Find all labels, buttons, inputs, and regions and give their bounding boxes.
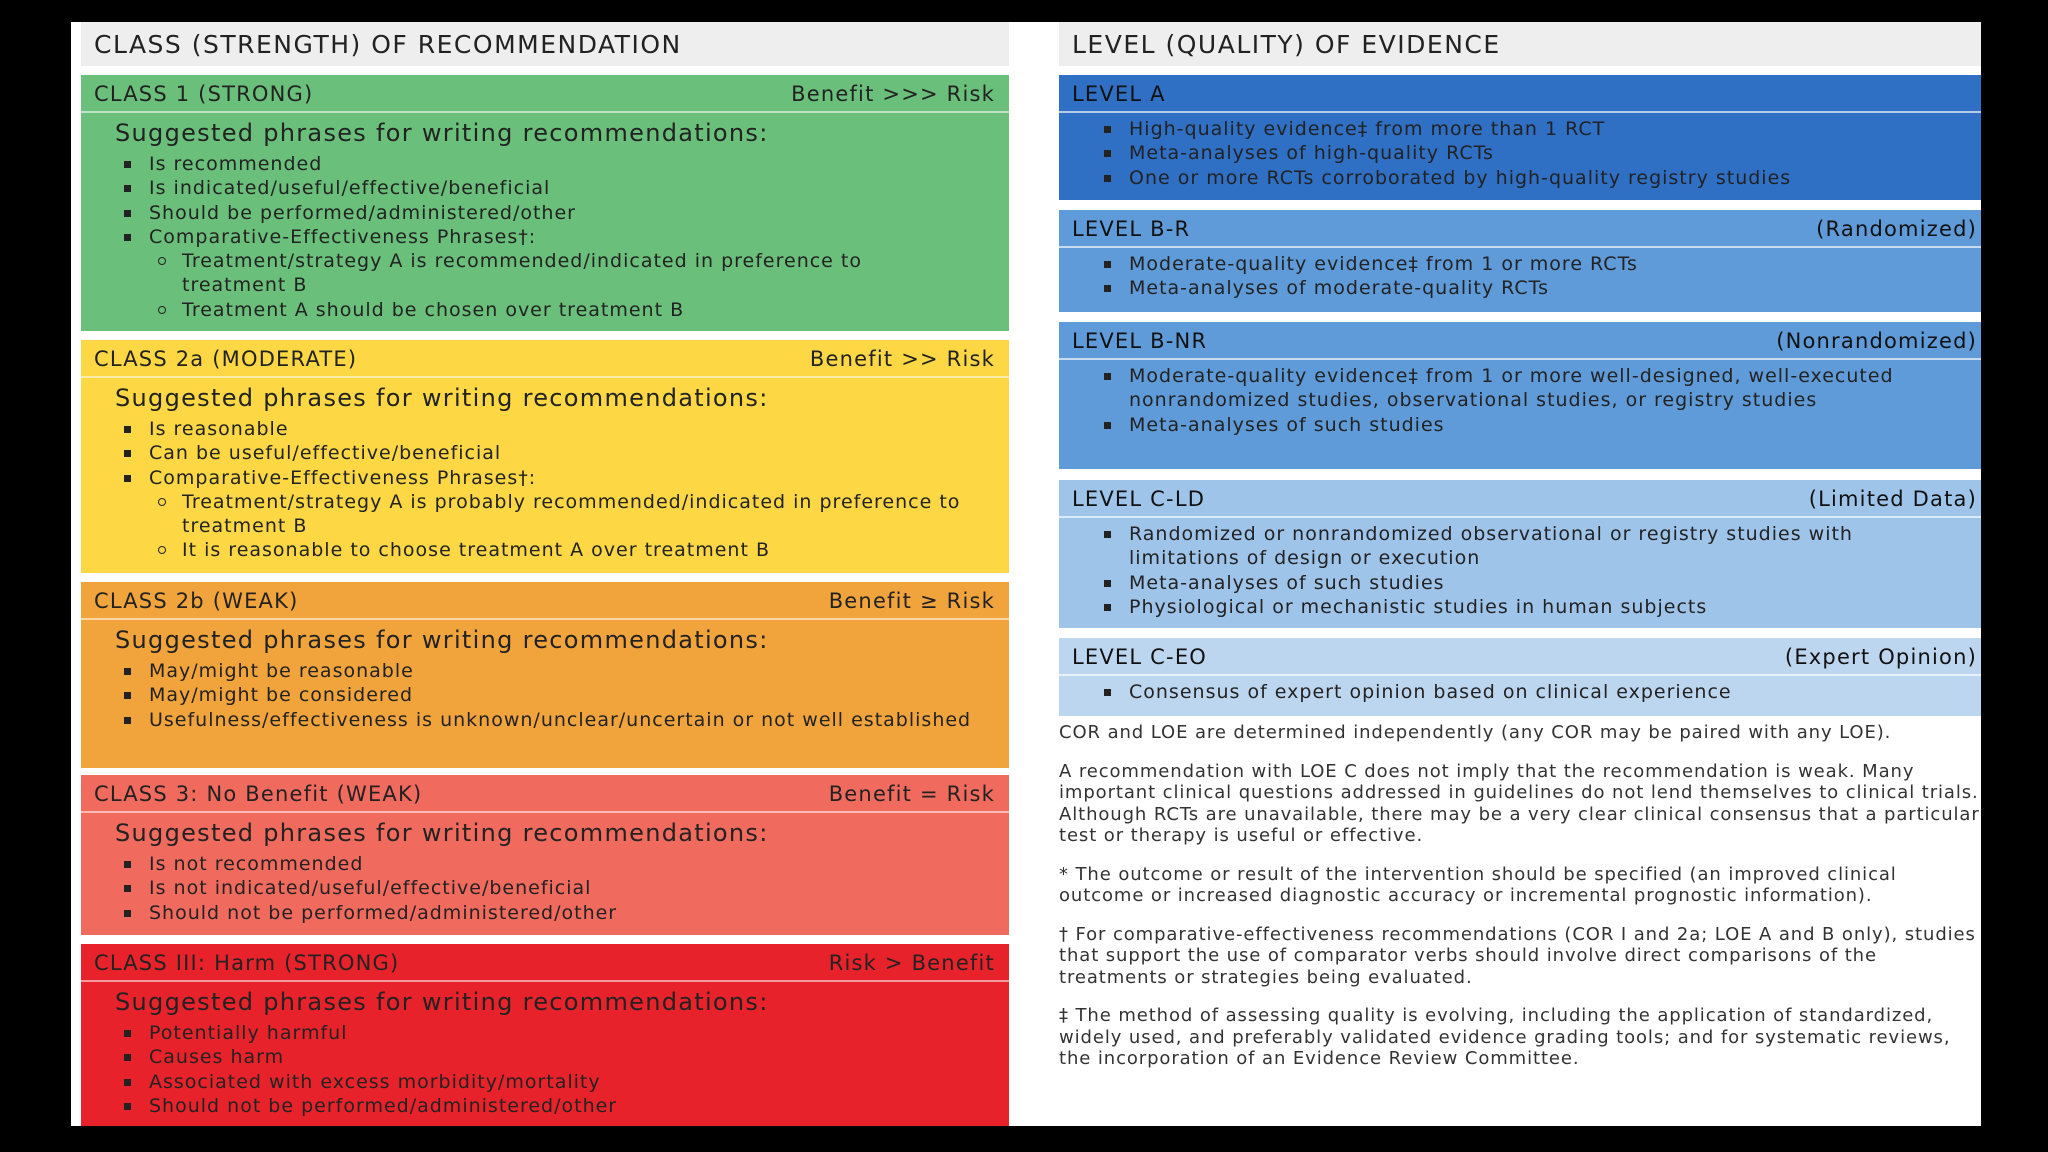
list-item: May/might be considered [149,683,997,707]
list-item [149,466,997,563]
list-item: Meta-analyses of moderate-quality RCTs [1129,276,1981,300]
class-name: CLASS 2b (WEAK) [94,589,299,613]
class-of-recommendation-column [81,22,1009,1117]
list-item: Is indicated/useful/effective/beneficial [149,176,997,200]
list-item: Meta-analyses of high-quality RCTs [1129,141,1981,165]
list-item: Moderate-quality evidence‡ from 1 or more RCTs [1129,252,1981,276]
class-1-body [81,113,1009,322]
level-b-nr-block [1059,322,1981,469]
class-2b-body [81,620,1009,732]
class-2b-header [81,582,1009,620]
evidence-list [1095,364,1981,437]
list-item: May/might be reasonable [149,659,997,683]
level-a-body [1059,113,1981,190]
sub-list-item: Treatment/strategy A is recommended/indicated in preference to treatment B [182,250,862,297]
list-item: Should be performed/administered/other [149,201,997,225]
list-item: Causes harm [149,1045,997,1069]
list-item: Meta-analyses of such studies [1129,413,1981,437]
evidence-list [1095,680,1981,704]
evidence-list [1095,522,1981,619]
list-item-label: Comparative-Effectiveness Phrases†: [149,466,537,489]
list-item: Is reasonable [149,417,997,441]
evidence-list [1095,117,1981,190]
phrases-title: Suggested phrases for writing recommendations: [115,119,769,147]
guideline-table-page [71,22,1981,1126]
phrase-list [115,152,997,322]
list-item: High-quality evidence‡ from more than 1 RCT [1129,117,1981,141]
phrases-title: Suggested phrases for writing recommendations: [115,988,769,1016]
level-c-eo-body [1059,676,1981,704]
level-of-evidence-column [1059,22,1981,1069]
list-item: Meta-analyses of such studies [1129,571,1981,595]
level-b-nr-header [1059,322,1981,360]
list-item: Is not recommended [149,852,997,876]
phrase-list [115,659,997,732]
class-3-harm-header [81,944,1009,982]
note-cor-loe: COR and LOE are determined independently (any COR may be paired with any LOE). [1059,722,1892,743]
class-benefit-ratio: Risk > Benefit [828,951,995,975]
list-item: Should not be performed/administered/other [149,901,997,925]
class-benefit-ratio: Benefit >>> Risk [791,82,995,106]
level-c-ld-body [1059,518,1981,619]
class-benefit-ratio: Benefit ≥ Risk [828,589,995,613]
level-b-r-header [1059,210,1981,248]
note-loe-c: A recommendation with LOE C does not imply that the recommendation is weak. Many important clinical questions addressed in guidelines do not lend themselves to clinical trials. Although RCTs are unavailable, there may be a very clear clinical consensus that a particular test or therapy is useful or effective. [1059,760,1980,846]
class-3-harm-block [81,944,1009,1126]
phrase-list [115,1021,997,1118]
class-name: CLASS 2a (MODERATE) [94,347,358,371]
class-name: CLASS 3: No Benefit (WEAK) [94,782,423,806]
level-qualifier: (Nonrandomized) [1776,329,1977,353]
class-benefit-ratio: Benefit >> Risk [809,347,995,371]
list-item: Randomized or nonrandomized observational or registry studies with limitations of design or execution [1129,522,1929,571]
level-c-eo-header [1059,638,1981,676]
class-3-header [81,775,1009,813]
level-a-header [1059,75,1981,113]
level-a-block [1059,75,1981,200]
level-qualifier: (Randomized) [1816,217,1977,241]
level-name: LEVEL B-R [1072,217,1191,241]
class-3-body [81,813,1009,925]
evidence-list [1095,252,1981,301]
class-2a-body [81,378,1009,563]
level-name: LEVEL A [1072,82,1166,106]
list-item: Is recommended [149,152,997,176]
level-b-r-block [1059,210,1981,312]
sub-list-item: Treatment A should be chosen over treatment B [182,298,997,322]
list-item [149,225,997,322]
sub-list [149,490,997,563]
class-name: CLASS 1 (STRONG) [94,82,314,106]
level-b-nr-body [1059,360,1981,437]
list-item: One or more RCTs corroborated by high-quality registry studies [1129,166,1981,190]
footnotes [1059,722,1981,1087]
sub-list-item: Treatment/strategy A is probably recommended/indicated in preference to treatment B [182,490,997,539]
level-c-eo-block [1059,638,1981,716]
class-benefit-ratio: Benefit = Risk [828,782,995,806]
list-item: Consensus of expert opinion based on clinical experience [1129,680,1981,704]
loe-column-header: LEVEL (QUALITY) OF EVIDENCE [1059,22,1981,66]
note-quality: ‡ The method of assessing quality is evolving, including the application of standardized, widely used, and preferably validated evidence grading tools; and for systematic reviews, the incorporation of an Evidence Review Committee. [1059,1005,1951,1069]
class-2b-block [81,582,1009,768]
class-1-header [81,75,1009,113]
class-2a-block [81,340,1009,573]
list-item: Is not indicated/useful/effective/beneficial [149,876,997,900]
note-outcome: * The outcome or result of the intervention should be specified (an improved clinical outcome or increased diagnostic accuracy or incremental prognostic information). [1059,863,1897,906]
level-name: LEVEL C-EO [1072,645,1208,669]
level-qualifier: (Limited Data) [1808,487,1977,511]
note-comparative: † For comparative-effectiveness recommendations (COR I and 2a; LOE A and B only), studies that support the use of comparator verbs should involve direct comparisons of the treatments or strategies being evaluated. [1059,923,1976,988]
phrase-list [115,852,997,925]
sub-list-item: It is reasonable to choose treatment A over treatment B [182,538,997,562]
level-name: LEVEL B-NR [1072,329,1208,353]
list-item: Usefulness/effectiveness is unknown/unclear/uncertain or not well established [149,708,989,732]
list-item: Associated with excess morbidity/mortality [149,1070,997,1094]
list-item: Moderate-quality evidence‡ from 1 or more well-designed, well-executed nonrandomized studies, observational studies, or registry studies [1129,364,1981,413]
class-3-no-benefit-block [81,775,1009,935]
class-name: CLASS III: Harm (STRONG) [94,951,400,975]
phrases-title: Suggested phrases for writing recommendations: [115,384,769,412]
list-item: Can be useful/effective/beneficial [149,441,997,465]
phrase-list [115,417,997,563]
sub-list [149,249,997,322]
cor-column-header: CLASS (STRENGTH) OF RECOMMENDATION [81,22,1009,66]
list-item: Physiological or mechanistic studies in human subjects [1129,595,1981,619]
level-c-ld-block [1059,480,1981,628]
list-item: Should not be performed/administered/other [149,1094,997,1118]
phrases-title: Suggested phrases for writing recommendations: [115,626,769,654]
list-item-label: Comparative-Effectiveness Phrases†: [149,225,537,248]
level-b-r-body [1059,248,1981,301]
phrases-title: Suggested phrases for writing recommendations: [115,819,769,847]
level-c-ld-header [1059,480,1981,518]
level-name: LEVEL C-LD [1072,487,1206,511]
class-1-block [81,75,1009,331]
class-3-harm-body [81,982,1009,1118]
list-item: Potentially harmful [149,1021,997,1045]
level-qualifier: (Expert Opinion) [1784,645,1977,669]
class-2a-header [81,340,1009,378]
